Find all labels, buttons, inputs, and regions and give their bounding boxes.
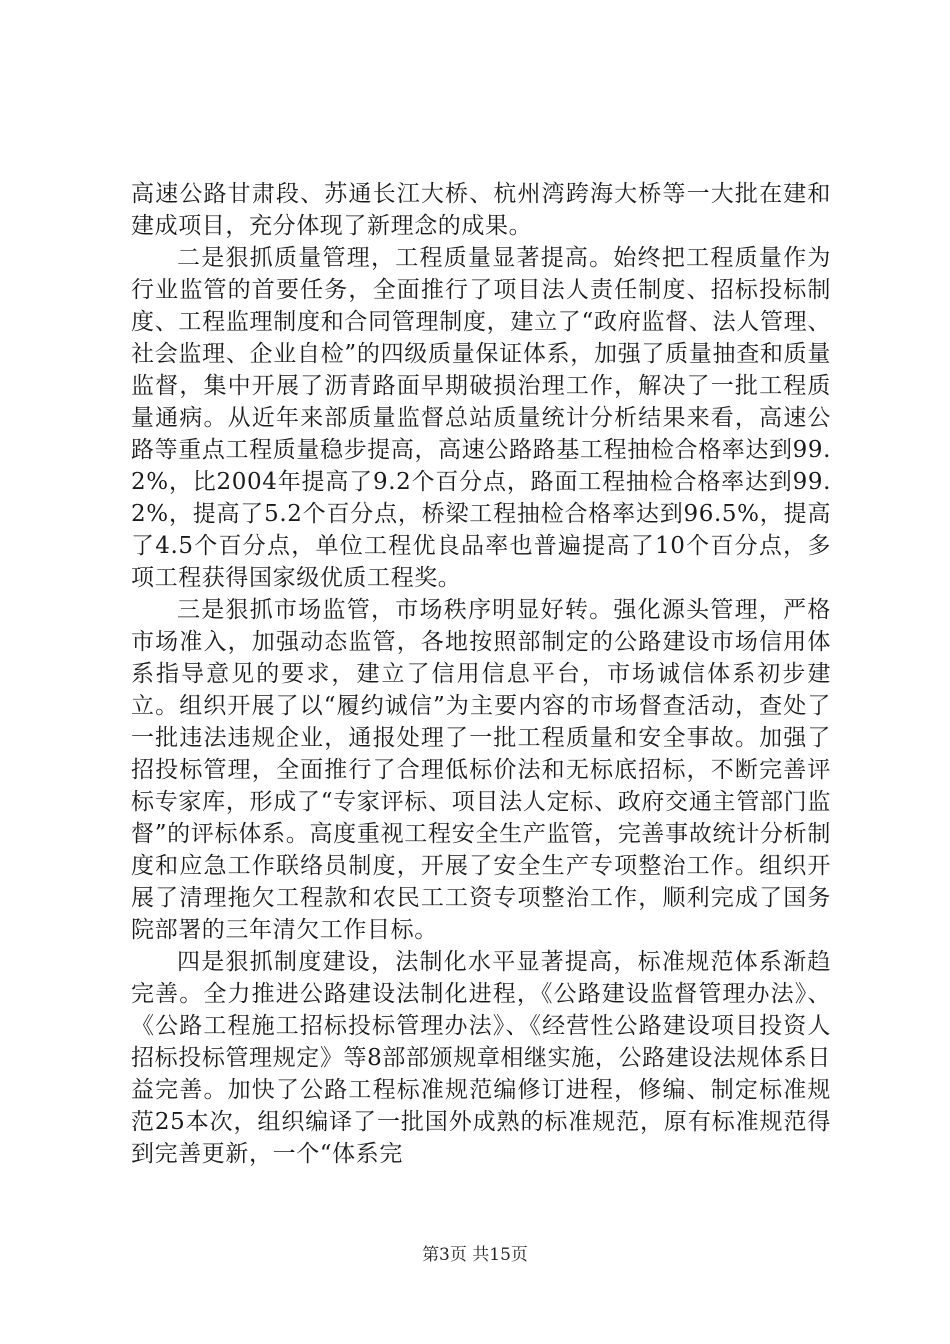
paragraph-quality-management: 二是狠抓质量管理，工程质量显著提高。始终把工程质量作为行业监管的首要任务，全面推行了项目法人责任制度、招标投标制度、工程监理制度和合同管理制度，建立了“政府监督、法人管理、社会监理、企业自检”的四级质量保证体系，加强了质量抽查和质量监督，集中开展了沥青路面早期破损治理工作，解决了一批工程质量通病。从近年来部质量监督总站质量统计分析结果来看，高速公路等重点工程质量稳步提高，高速公路路基工程抽检合格率达到99.2%，比2004年提高了9.2个百分点，路面工程抽检合格率达到99.2%，提高了5.2个百分点，桥梁工程抽检合格率达到96.5%，提高了4.5个百分点，单位工程优良品率也普遍提高了10个百分点，多项工程获得国家级优质工程奖。: [131, 245, 831, 591]
paragraph-market-supervision: 三是狠抓市场监管，市场秩序明显好转。强化源头管理，严格市场准入，加强动态监管，各地按照部制定的公路建设市场信用体系指导意见的要求，建立了信用信息平台，市场诚信体系初步建立。组织开展了以“履约诚信”为主要内容的市场督查活动，查处了一批违法违规企业，通报处理了一批工程质量和安全事故。加强了招投标管理，全面推行了合理低标价法和无标底招标，不断完善评标专家库，形成了“专家评标、项目法人定标、政府交通主管部门监督”的评标体系。高度重视工程安全生产监管，完善事故统计分析制度和应急工作联络员制度，开展了安全生产专项整治工作。组织开展了清理拖欠工程款和农民工工资专项整治工作，顺利完成了国务院部署的三年清欠工作目标。: [131, 597, 831, 943]
paragraph-system-building: 四是狠抓制度建设，法制化水平显著提高，标准规范体系渐趋完善。全力推进公路建设法制化进程，《公路建设监督管理办法》、《公路工程施工招标投标管理办法》、《经营性公路建设项目投资人招标投标管理规定》等8部部颁规章相继实施，公路建设法规体系日益完善。加快了公路工程标准规范编修订进程，修编、制定标准规范25本次，组织编译了一批国外成熟的标准规范，原有标准规范得到完善更新，一个“体系完: [131, 949, 831, 1167]
paragraph-continued: 高速公路甘肃段、苏通长江大桥、杭州湾跨海大桥等一大批在建和建成项目，充分体现了新理念的成果。: [131, 181, 831, 239]
page-number-label: 第3页 共15页: [422, 1245, 528, 1265]
page-footer: [0, 1244, 950, 1266]
document-body: [131, 178, 831, 1170]
